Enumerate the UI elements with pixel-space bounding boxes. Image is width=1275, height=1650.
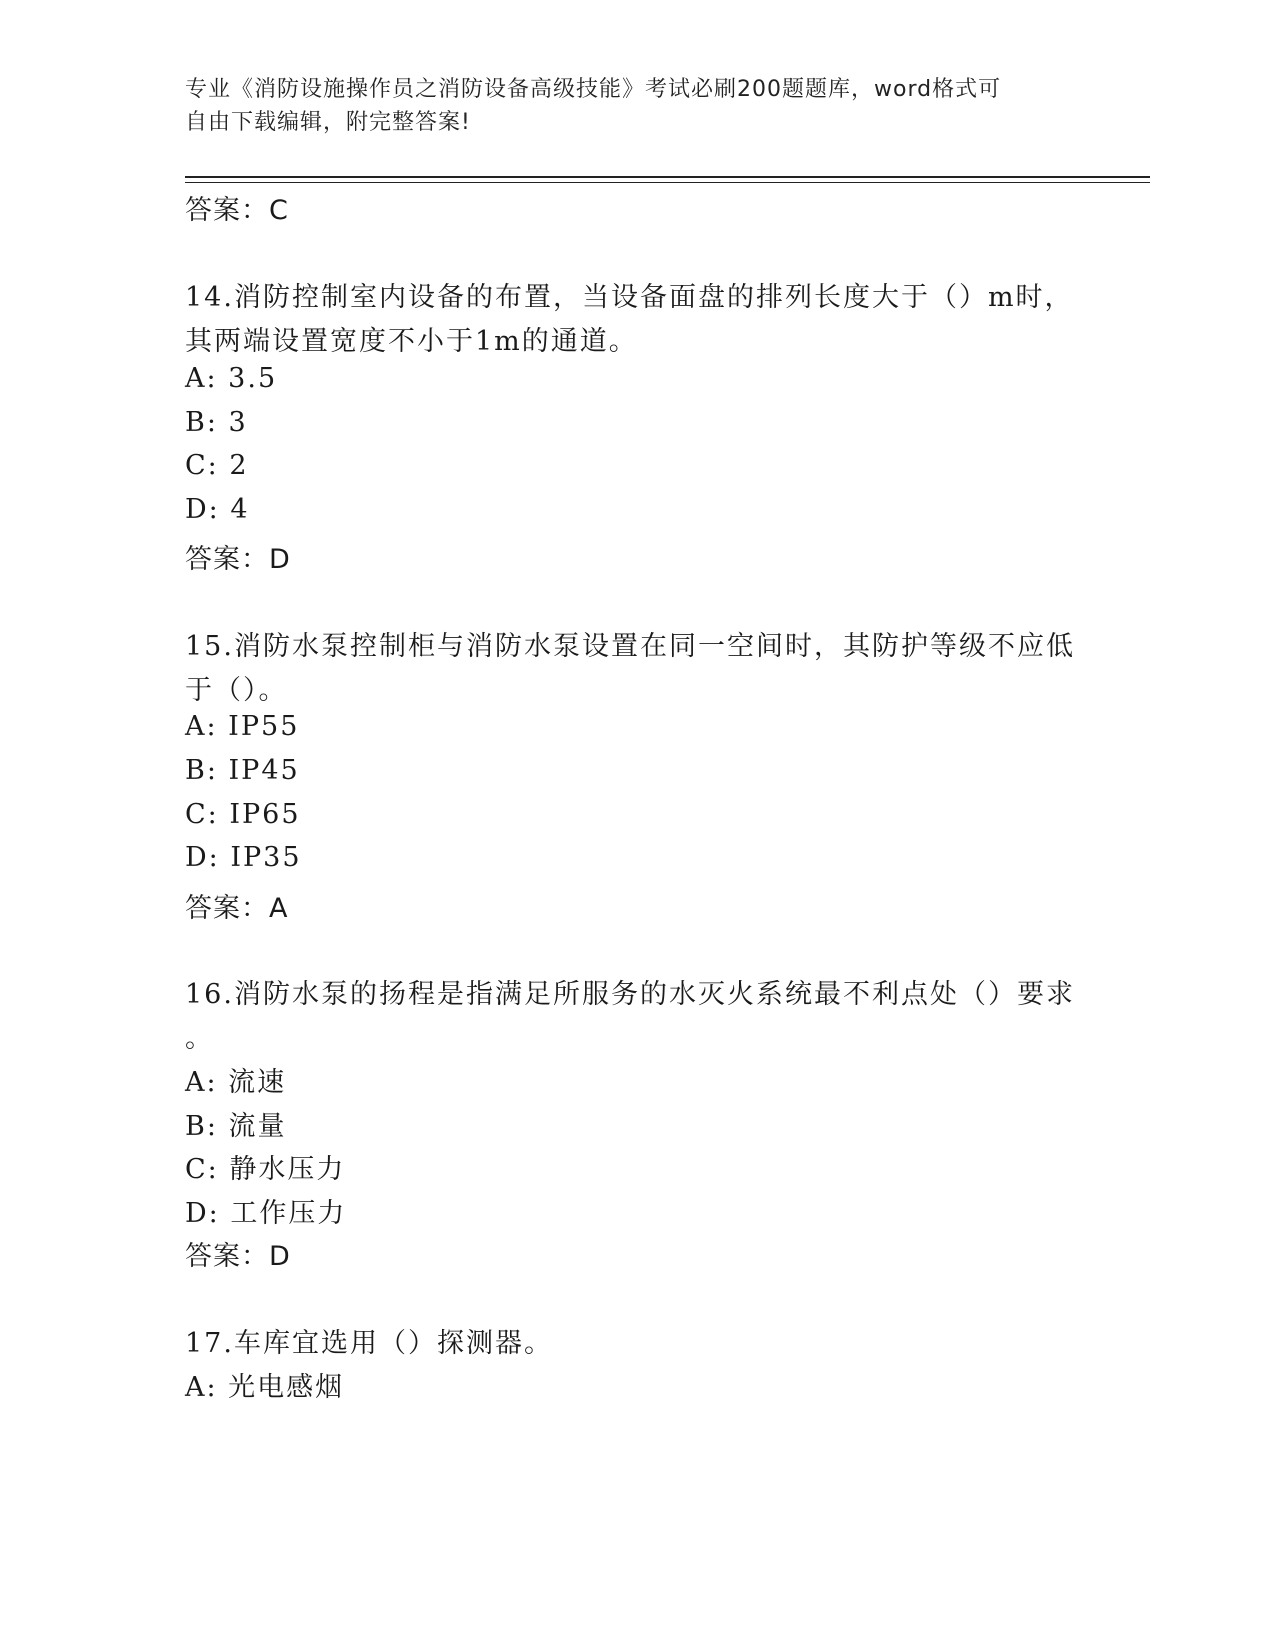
- question-15-option-d: D: IP35: [185, 842, 302, 873]
- document-header: [185, 73, 1065, 139]
- answer-15: 答案：A: [185, 893, 289, 924]
- header-divider-thin: [185, 182, 1150, 183]
- question-15-stem-line-2: 于（）。: [185, 675, 288, 706]
- question-14-option-a: A: 3.5: [185, 363, 278, 394]
- question-16-stem-line-2: 。: [185, 1023, 214, 1054]
- question-16-option-b: B: 流量: [185, 1111, 287, 1142]
- question-15-option-b: B: IP45: [185, 755, 300, 786]
- question-17-stem-line-1: 17.车库宜选用（）探测器。: [185, 1328, 553, 1359]
- question-14-stem-line-2: 其两端设置宽度不小于1m的通道。: [185, 326, 638, 357]
- question-14-stem-line-1: 14.消防控制室内设备的布置，当设备面盘的排列长度大于（）m时，: [185, 282, 1074, 313]
- answer-16: 答案：D: [185, 1241, 291, 1272]
- question-16-option-c: C: 静水压力: [185, 1154, 346, 1185]
- header-divider-thick: [185, 176, 1150, 178]
- question-16-option-a: A: 流速: [185, 1067, 287, 1098]
- answer-13: 答案：C: [185, 195, 289, 226]
- question-15-option-a: A: IP55: [185, 711, 300, 742]
- question-16-option-d: D: 工作压力: [185, 1198, 347, 1229]
- question-17-option-a: A: 光电感烟: [185, 1372, 345, 1403]
- question-16-stem-line-1: 16.消防水泵的扬程是指满足所服务的水灭火系统最不利点处（）要求: [185, 979, 1075, 1010]
- header-line-1: 专业《消防设施操作员之消防设备高级技能》考试必刷200题题库，word格式可: [185, 77, 1002, 102]
- question-14-option-b: B: 3: [185, 407, 248, 438]
- question-15-option-c: C: IP65: [185, 799, 301, 830]
- header-line-2: 自由下载编辑，附完整答案!: [185, 110, 471, 135]
- question-14-option-d: D: 4: [185, 494, 250, 525]
- answer-14: 答案：D: [185, 544, 291, 575]
- question-14-option-c: C: 2: [185, 450, 249, 481]
- question-15-stem-line-1: 15.消防水泵控制柜与消防水泵设置在同一空间时，其防护等级不应低: [185, 631, 1075, 662]
